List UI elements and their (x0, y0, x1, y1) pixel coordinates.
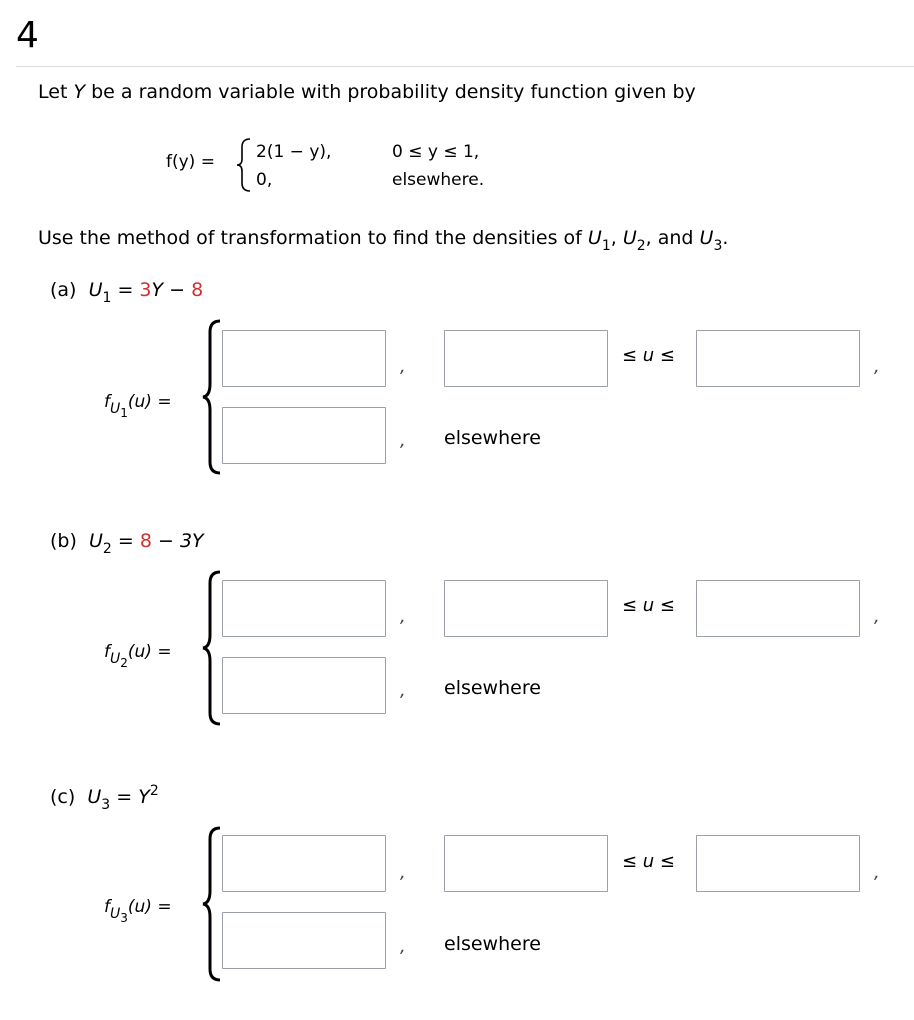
part-eq: = (116, 786, 133, 808)
method-period: . (722, 227, 729, 249)
part-var: U (88, 530, 103, 552)
part-a-else-expr-input[interactable] (222, 407, 386, 464)
part-b-expr-input[interactable] (222, 580, 386, 637)
lhs-subsub: 3 (120, 911, 128, 925)
part-var: U (87, 786, 102, 808)
comma: , (400, 430, 406, 451)
part-b-lower-bound-input[interactable] (444, 580, 608, 637)
method-var-u: U (587, 227, 602, 249)
comma: , (400, 936, 406, 957)
part-coef: 3 (139, 279, 152, 301)
method-sep: , (610, 227, 617, 249)
part-c-inequality: ≤ u ≤ (622, 851, 676, 872)
part-a-brace (200, 318, 222, 476)
lhs-subsub: 2 (120, 656, 128, 670)
part-c-upper-bound-input[interactable] (696, 835, 860, 892)
part-b-elsewhere: elsewhere (444, 677, 541, 699)
part-c-elsewhere: elsewhere (444, 933, 541, 955)
pdf-case1-cond: 0 ≤ y ≤ 1, (392, 142, 480, 162)
pdf-case2-cond: elsewhere. (392, 170, 485, 190)
question-number: 4 (16, 15, 39, 56)
part-rhs-tail: 3Y (179, 530, 204, 552)
part-sub: 2 (102, 541, 112, 557)
header-divider (16, 66, 914, 67)
comma: , (400, 606, 406, 627)
comma: , (874, 606, 880, 627)
method-sub: 3 (713, 238, 723, 254)
part-a-inequality: ≤ u ≤ (622, 345, 676, 366)
pdf-case1-expr: 2(1 − y), (256, 142, 332, 162)
part-label: (b) (50, 530, 77, 552)
part-c-heading (50, 785, 159, 811)
part-b-upper-bound-input[interactable] (696, 580, 860, 637)
comma: , (400, 862, 406, 883)
part-c-lower-bound-input[interactable] (444, 835, 608, 892)
pdf-case2-expr: 0, (256, 170, 273, 190)
part-a-lower-bound-input[interactable] (444, 330, 608, 387)
method-var-u: U (622, 227, 637, 249)
part-c-brace (200, 825, 222, 983)
lhs-f: f (104, 392, 110, 412)
part-b-heading (50, 529, 204, 555)
part-b-brace (200, 569, 222, 727)
lhs-subsub: 1 (120, 406, 128, 420)
method-prefix: Use the method of transformation to find the densities of (38, 227, 582, 249)
part-eq: = (117, 279, 134, 301)
part-a-elsewhere: elsewhere (444, 427, 541, 449)
part-rhs-exp: 2 (149, 783, 159, 799)
part-c-lhs (104, 895, 172, 925)
lhs-sub: U (110, 651, 121, 667)
part-rhs-mid: − (157, 530, 174, 552)
comma: , (400, 680, 406, 701)
part-label: (a) (50, 279, 77, 301)
comma: , (874, 862, 880, 883)
lhs-arg: (u) = (127, 897, 172, 917)
part-rhs-base: Y (138, 786, 150, 808)
lhs-f: f (104, 897, 110, 917)
intro-prefix: Let (38, 81, 68, 103)
part-var: U (88, 279, 103, 301)
method-sub: 2 (636, 238, 646, 254)
lhs-sub: U (110, 906, 121, 922)
part-eq: = (117, 530, 134, 552)
part-b-inequality: ≤ u ≤ (622, 595, 676, 616)
lhs-arg: (u) = (127, 642, 172, 662)
part-a-upper-bound-input[interactable] (696, 330, 860, 387)
part-const: 8 (139, 530, 152, 552)
part-a-heading (50, 278, 203, 304)
part-a-lhs (104, 390, 172, 420)
method-sub: 1 (601, 238, 611, 254)
method-sep: , and (645, 227, 694, 249)
lhs-arg: (u) = (127, 392, 172, 412)
intro-suffix: be a random variable with probability density function given by (91, 81, 696, 103)
part-c-expr-input[interactable] (222, 835, 386, 892)
part-c-else-expr-input[interactable] (222, 912, 386, 969)
part-rhs-mid: Y − (151, 279, 186, 301)
part-sub: 3 (101, 797, 111, 813)
method-text (38, 226, 728, 252)
lhs-f: f (104, 642, 110, 662)
intro-var: Y (73, 81, 86, 103)
method-var-u: U (699, 227, 714, 249)
pdf-brace (236, 137, 254, 193)
pdf-lhs: f(y) = (166, 152, 215, 172)
part-sub: 1 (102, 290, 112, 306)
part-b-else-expr-input[interactable] (222, 657, 386, 714)
part-const: 8 (191, 279, 204, 301)
comma: , (874, 356, 880, 377)
part-label: (c) (50, 786, 76, 808)
lhs-sub: U (110, 401, 121, 417)
intro-text (38, 80, 696, 104)
part-a-expr-input[interactable] (222, 330, 386, 387)
comma: , (400, 356, 406, 377)
part-b-lhs (104, 640, 172, 670)
